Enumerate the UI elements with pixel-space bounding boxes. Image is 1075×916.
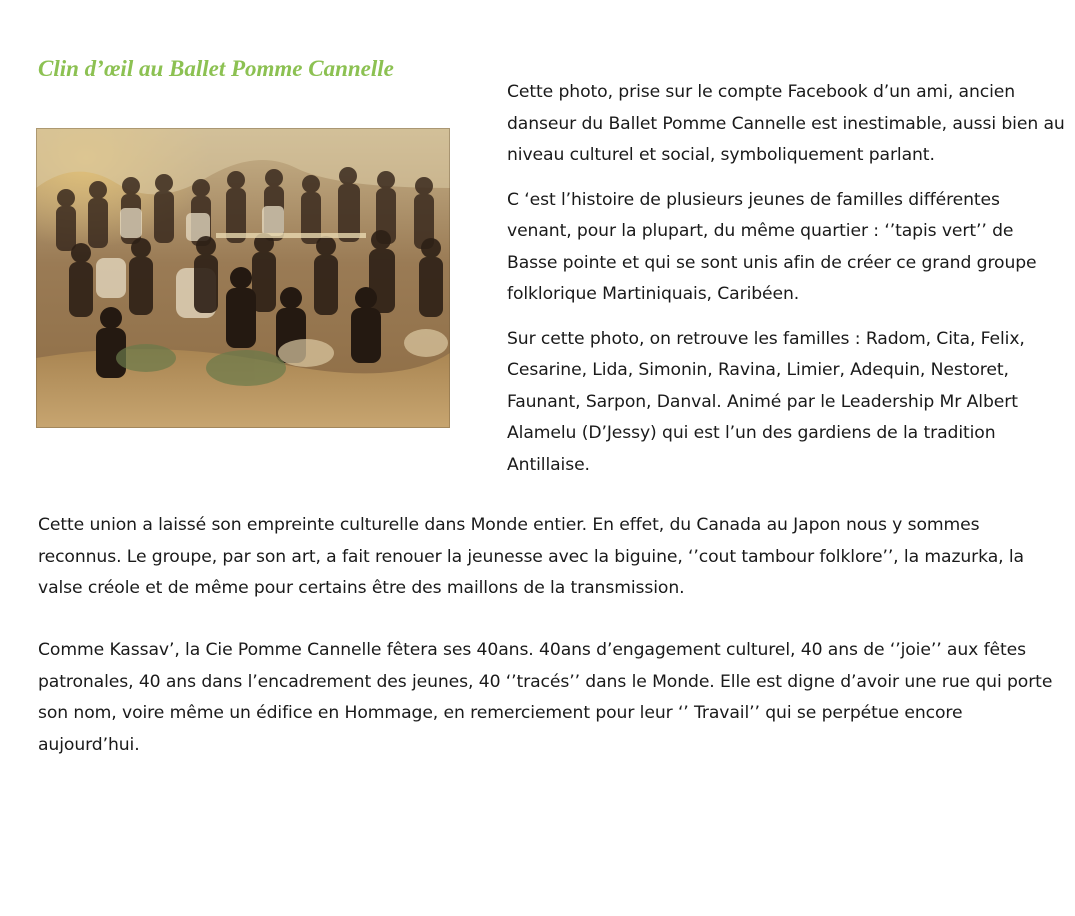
- paragraph-photo-origin: Cette photo, prise sur le compte Facebook d’un ami, ancien danseur du Ballet Pomme Cannelle est inestimable, aussi bien au niveau culturel et social, symboliquement parlant.: [507, 82, 1065, 165]
- group-photo-image: [36, 128, 450, 428]
- paragraph-families: Sur cette photo, on retrouve les familles : Radom, Cita, Felix, Cesarine, Lida, Simonin, Ravina, Limier, Adequin, Nestoret, Faunant, Sarpon, Danval. Animé par le Leadership Mr Albert Alamelu (D’Jessy) qui est l’un des gardiens de la tradition Antillaise.: [507, 328, 1025, 475]
- paragraph-anniversary: Comme Kassav’, la Cie Pomme Cannelle fêtera ses 40ans. 40ans d’engagement culturel, 40 ans de ‘’joie’’ aux fêtes patronales, 40 ans dans l’encadrement des jeunes, 40 ‘’tracés’’ dans le Monde. Elle est digne d’avoir une rue qui porte son nom, voire même un édifice en Hommage, en remerciement pour leur ‘’ Travail’’ qui se perpétue encore aujourd’hui.: [38, 640, 1053, 755]
- paragraph-history: C ‘est l’histoire de plusieurs jeunes de familles différentes venant, pour la plupart, du même quartier : ‘’tapis vert’’ de Basse pointe et qui se sont unis afin de créer ce grand groupe folklorique Martiniquais, Caribéen.: [507, 189, 1037, 304]
- article-title: Clin d’œil au Ballet Pomme Cannelle: [38, 56, 394, 81]
- paragraph-cultural-imprint: Cette union a laissé son empreinte culturelle dans Monde entier. En effet, du Canada au Japon nous y sommes reconnus. Le groupe, par son art, a fait renouer la jeunesse avec la biguine, ‘’cout tambour folklore’’, la mazurka, la valse créole et de même pour certains être des maillons de la transmission.: [38, 515, 1024, 598]
- right-column-text: [507, 77, 1067, 494]
